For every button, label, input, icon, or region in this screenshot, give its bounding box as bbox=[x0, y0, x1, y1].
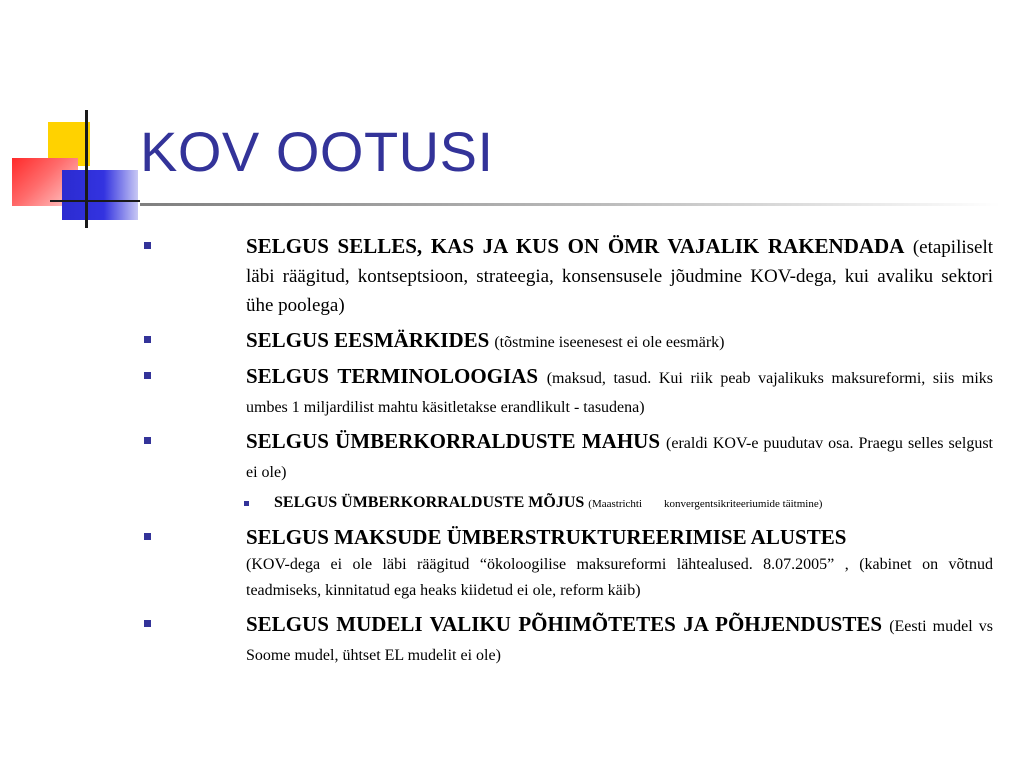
bullet-icon bbox=[144, 242, 151, 249]
title-underline bbox=[140, 203, 1000, 206]
list-item bbox=[0, 523, 993, 604]
item-description: (tõstmine iseenesest ei ole eesmärk) bbox=[494, 334, 725, 351]
slide-title: KOV OOTUSI bbox=[140, 120, 494, 183]
sub-list-item bbox=[0, 492, 993, 515]
item-heading: SELGUS ÜMBERKORRALDUSTE MÕJUS bbox=[274, 494, 585, 511]
item-heading: SELGUS ÜMBERKORRALDUSTE MAHUS bbox=[246, 429, 660, 453]
vertical-line bbox=[85, 110, 88, 228]
bullet-icon bbox=[144, 372, 151, 379]
item-description: (Eesti mudel vs Soome mudel, ühtset EL mudelit ei ole) bbox=[246, 618, 994, 664]
item-heading: SELGUS MUDELI VALIKU PÕHIMÕTETES JA PÕHJENDUSTES bbox=[246, 612, 883, 636]
item-description: (etapiliselt läbi räägitud, kontseptsioon, strateegia, konsensusele jõudmine KOV-dega, kui avaliku sektori ühe poolega) bbox=[246, 237, 994, 316]
bullet-icon bbox=[144, 533, 151, 540]
list-item bbox=[0, 610, 993, 669]
item-description-continued: konvergentsikriteeriumide täitmine) bbox=[664, 498, 823, 510]
list-item bbox=[0, 232, 993, 320]
bullet-list bbox=[0, 232, 1024, 675]
list-item bbox=[0, 427, 993, 486]
blue-square bbox=[62, 170, 138, 220]
item-heading: SELGUS MAKSUDE ÜMBERSTRUKTUREERIMISE ALUSTES bbox=[246, 525, 847, 549]
list-item bbox=[0, 362, 993, 421]
horizontal-line bbox=[50, 200, 140, 202]
sub-bullet-icon bbox=[244, 501, 249, 506]
bullet-icon bbox=[144, 620, 151, 627]
item-description: (maksud, tasud. Kui riik peab vajalikuks maksureformi, siis miks umbes 1 miljardilist mahtu käsitletakse erandlikult - tasudena) bbox=[246, 370, 994, 416]
decorative-logo-squares bbox=[0, 0, 140, 240]
item-description: (eraldi KOV-e puudutav osa. Praegu selles selgust ei ole) bbox=[246, 435, 993, 481]
item-description: (KOV-dega ei ole läbi räägitud “ökoloogilise maksureformi lähtealused. 8.07.2005” , (kabinet on võtnud teadmiseks, kinnitatud ega heaks kiidetud ei ole, reform käib) bbox=[246, 556, 993, 599]
bullet-icon bbox=[144, 437, 151, 444]
item-heading: SELGUS TERMINOLOOGIAS bbox=[246, 364, 539, 388]
item-description: (Maastrichti bbox=[588, 498, 643, 510]
bullet-icon bbox=[144, 336, 151, 343]
item-heading: SELGUS SELLES, KAS JA KUS ON ÖMR VAJALIK RAKENDADA bbox=[246, 234, 905, 258]
item-heading: SELGUS EESMÄRKIDES bbox=[246, 328, 490, 352]
list-item bbox=[0, 326, 993, 356]
